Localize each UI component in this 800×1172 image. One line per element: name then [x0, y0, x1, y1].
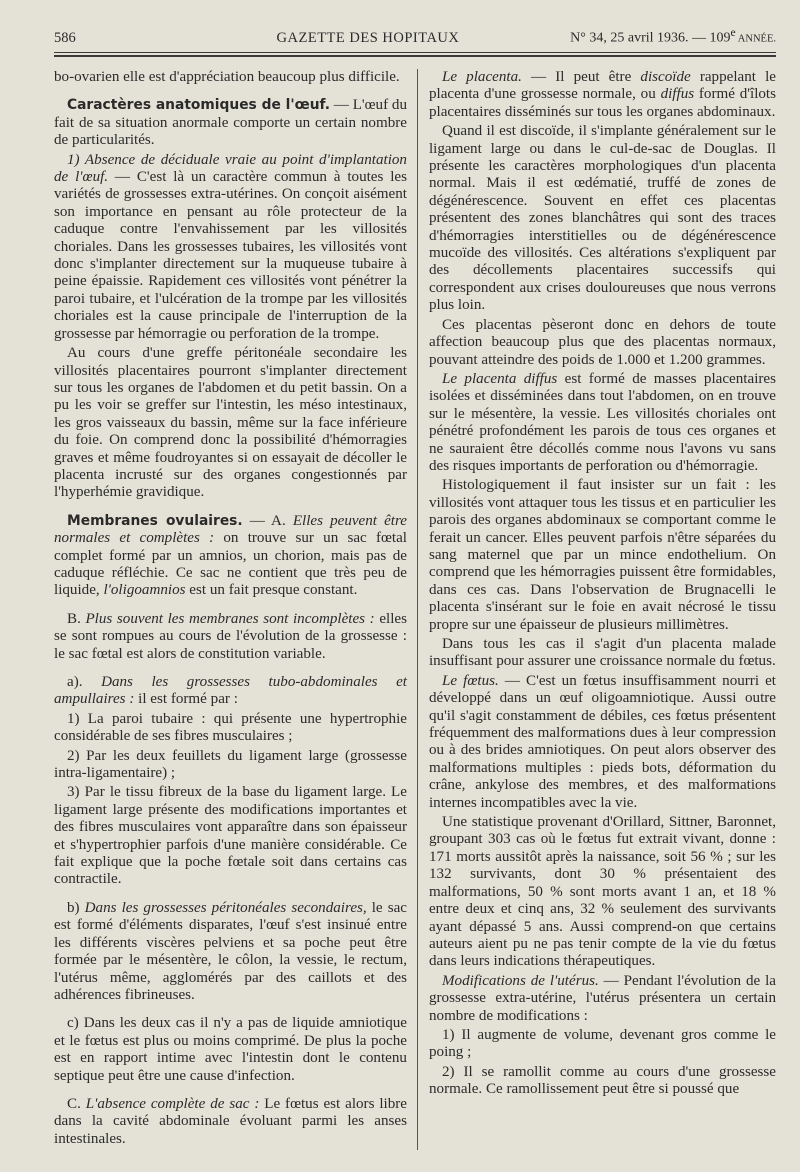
article-columns — [54, 69, 776, 1150]
paragraph-text: est formé de masses placentaires isolées et disséminées dans tout l'abdomen, on en trouve sur le mésentère, la vessie. Les villosités choriales ont pénétré profondément les parois de tous ces organes et ne sauraient être décollés comme nous l'avons vu sans des risques importants de perforation ou d'hémorragie. — [428, 370, 776, 474]
paragraph-placenta-diffus — [429, 371, 776, 475]
paragraph: Au cours d'une greffe péritonéale secondaire les villosités placentaires pourront s'implanter directement sur tous les organes de l'abdomen et du petit bassin. On a pu les voir se greffer sur l'intestin, les méso intestinaux, les gros vaisseaux du bassin, même sur la face inférieure du foie. On comprend donc la possibilité d'hémorragies graves et même foudroyantes si on essayait de décoller le placenta incrusté sur des organes congestionnés par l'hyperhémie gravidique. — [54, 345, 407, 501]
italic-lead: Dans les grossesses péritonéales secondaires, — [84, 899, 367, 916]
paragraph-placenta — [429, 69, 776, 121]
section-heading: Membranes ovulaires. — [67, 512, 243, 529]
paragraph-tubo-abdominales — [54, 674, 407, 709]
paragraph-text: il est formé par : — [134, 691, 238, 708]
list-marker: B. — [67, 610, 86, 627]
italic-lead: Le placenta diffus — [441, 370, 558, 387]
paragraph-peritoneales — [54, 900, 407, 1004]
paragraph-text: — A. — [242, 512, 293, 529]
paragraph-text: — C'est un fœtus insuffisamment nourri et développé dans un œuf oligoamniotique. Aussi outre qu'il s'agit constamment de débiles, ces fœtus présentent fréquemment des malformations dues à leur compression ou à des brides amniotiques. On peut alors observer des malformations multiples : pieds bots, déformation du crâne, ankylose des membres, et des malformations internes incompatibles avec la vie. — [428, 672, 776, 811]
issue-info — [570, 26, 776, 47]
right-column — [425, 69, 776, 1150]
paragraph-text: — C'est là un caractère commun à toutes les variétés de grossesses extra-utérines. On conçoit aisément son importance en pensant au rôle protecteur de la caduque contre l'envahissement par les villosités choriales. Dans les grossesses tubaires, les villosités vont donc s'implanter directement sur la muqueuse tubaire à peine épaissie. Rapidement ces villosités vont pénétrer la paroi tubaire, et l'ulcération de la trompe par les villosités choriales est la cause principale de l'interruption de la grossesse par hémorragie ou perforation de la trompe. — [54, 169, 407, 342]
paragraph: Dans tous les cas il s'agit d'un placenta malade insuffisant pour assurer une croissance normale du fœtus. — [428, 636, 776, 670]
paragraph-text: — L'œuf du fait de sa situation anormale comporte un certain nombre de particularités. — [54, 97, 407, 149]
list-item: 1) Il augmente de volume, devenant gros comme le poing ; — [428, 1026, 776, 1061]
section-heading: Caractères anatomiques de l'œuf. — [67, 97, 331, 114]
list-marker: C. — [67, 1095, 86, 1112]
paragraph-text: Dans les deux cas il n'y a pas de liquide amniotique et le fœtus est plus ou moins comprimé. De plus la poche est en rapport intime avec l'intestin dont le contenu septique peut être une cause d'infection. — [54, 1015, 407, 1084]
paragraph: Quand il est discoïde, il s'implante généralement sur le ligament large ou dans le cul-de-sac de Douglas. Il présente les caractères morphologiques d'un placenta normal. Mais il est œdématié, truffé de zones de dégénérescence. Souvent en effet ces placentas présentent des zones blanchâtres qui sont des traces d'hémorragies interstitielles ou de dégénérescence mucoïde des villosités. Ces altérations s'expliquent par des décollements placentaires successifs qui correspondent aux crises douloureuses que nous verrons plus loin. — [428, 123, 776, 314]
italic-lead: 1) Absence de déciduale vraie au point d'implantation de l'œuf. — [54, 151, 407, 186]
italic-lead: Dans les grossesses tubo-abdominales et ampullaires : — [54, 674, 407, 708]
list-item: 2) Par les deux feuillets du ligament large (grossesse intra-ligamentaire) ; — [54, 747, 407, 782]
paragraph-text: — Pendant l'évolution de la grossesse extra-utérine, l'utérus présentera un certain nombre de modifications : — [428, 972, 777, 1024]
issue-year-label: ANNÉE. — [735, 33, 776, 45]
paragraph-text: — Il peut être — [521, 69, 641, 85]
issue-text: N° 34, 25 avril 1936. — 109 — [570, 30, 731, 46]
italic-term: l'oligoamnios — [103, 582, 186, 599]
paragraph-absence-sac — [54, 1096, 407, 1148]
list-marker: c) — [67, 1015, 84, 1032]
italic-lead: Plus souvent les membranes sont incomplètes : — [85, 610, 375, 627]
paragraph: Une statistique provenant d'Orillard, Sittner, Baronnet, groupant 303 cas où le fœtus fut extrait vivant, donne : 171 morts aussitôt après la naissance, soit 56 % ; sur les 132 survivants, dont 30 % présentaient des malformations, 50 % sont morts avant 1 an, et 18 % entre deux et cinq ans, 32 % seulement des survivants ayant dépassé 5 ans. Aussi comprend-on que certains auteurs aient pu ne pas tenir compte de la vie du fœtus dans leurs indications thérapeutiques. — [428, 814, 776, 970]
paragraph-text: est un fait presque constant. — [185, 582, 358, 599]
column-divider — [417, 69, 418, 1150]
list-item: 3) Par le tissu fibreux de la base du ligament large. Le ligament large présente des modifications importantes et des fibres musculaires vont apparaître dans son épaisseur et s'hypertrophier parfois d'une manière considérable. Ce fait explique que la poche fœtale soit dans certains cas contractile. — [54, 784, 407, 888]
running-header — [54, 26, 776, 48]
paragraph-liquide — [54, 1015, 407, 1085]
paragraph-foetus — [429, 673, 776, 812]
paragraph-oeuf — [54, 97, 407, 149]
italic-term: discoïde — [640, 69, 691, 85]
paragraph: Histologiquement il faut insister sur un fait : les villosités vont attaquer tous les tissus et en particulier les parois des organes abdominaux se comportant comme le ferait un cancer. Elles peuvent parfois n'être séparées du sang maternel que par un mince endothelium. On comprend que les hémorragies puissent être formidables, dans ces cas. Dans l'observation de Brugnacelli le placenta s'insérant sur le foie en avait nécrosé le tissu propre sur une épaisseur de plusieurs millimètres. — [428, 477, 776, 633]
italic-lead: Le fœtus. — [441, 672, 499, 689]
header-rule-thick — [54, 55, 776, 57]
list-marker: b) — [67, 899, 85, 916]
paragraph-membranes — [54, 513, 407, 600]
page-number: 586 — [54, 29, 76, 46]
header-rules — [54, 52, 776, 57]
paragraph-text: on trouve sur un sac fœtal complet formé par un amnios, un chorion, mais pas de caduque réfléchie. Ce sac ne contient que très peu de liquide, — [54, 530, 407, 599]
italic-lead: Elles peuvent être normales et complètes : — [54, 512, 407, 547]
italic-term: diffus — [660, 86, 695, 103]
paragraph: Ces placentas pèseront donc en dehors de toute affection beaucoup plus que des placentas normaux, pouvant atteindre des poids de 1.000 et 1.200 grammes. — [428, 316, 776, 368]
paragraph-text: le sac est formé d'éléments disparates, l'œuf s'est insinué entre les différents viscères pelviens et sa poche peut être formée par le mésentère, le côlon, la vessie, le rectum, l'utérus même, agglomérés par des caillots et des adhérences fibrineuses. — [54, 899, 407, 1003]
list-item: 1) La paroi tubaire : qui présente une hypertrophie considérable de ses fibres musculaires ; — [54, 710, 407, 745]
paragraph: bo-ovarien elle est d'appréciation beaucoup plus difficile. — [54, 69, 400, 85]
header-rule-thin — [54, 52, 776, 53]
paragraph-text: rappelant le placenta d'une grossesse normale, ou — [428, 69, 776, 103]
italic-lead: L'absence complète de sac : — [85, 1095, 260, 1112]
paragraph-uterus — [429, 973, 776, 1025]
italic-lead: Le placenta. — [441, 69, 522, 85]
paragraph-text: Le fœtus est alors libre dans la cavité abdominale évoluant parmi les anses intestinales. — [54, 1095, 407, 1147]
paragraph-deciduale — [54, 152, 407, 343]
list-marker: a). — [67, 674, 102, 690]
issue-ordinal: e — [730, 26, 736, 39]
paragraph-text: formé d'îlots placentaires disséminés sur tous les organes abdominaux. — [428, 86, 776, 120]
italic-lead: Modifications de l'utérus. — [441, 972, 599, 989]
paragraph-incompletes — [54, 611, 407, 663]
left-column — [54, 69, 417, 1150]
list-item: 2) Il se ramollit comme au cours d'une grossesse normale. Ce ramollissement peut être si poussé que — [428, 1063, 776, 1098]
journal-title: GAZETTE DES HOPITAUX — [276, 29, 460, 46]
paragraph-text: elles se sont rompues au cours de l'évolution de la grossesse : le sac fœtal est alors de constitution variable. — [54, 610, 407, 662]
